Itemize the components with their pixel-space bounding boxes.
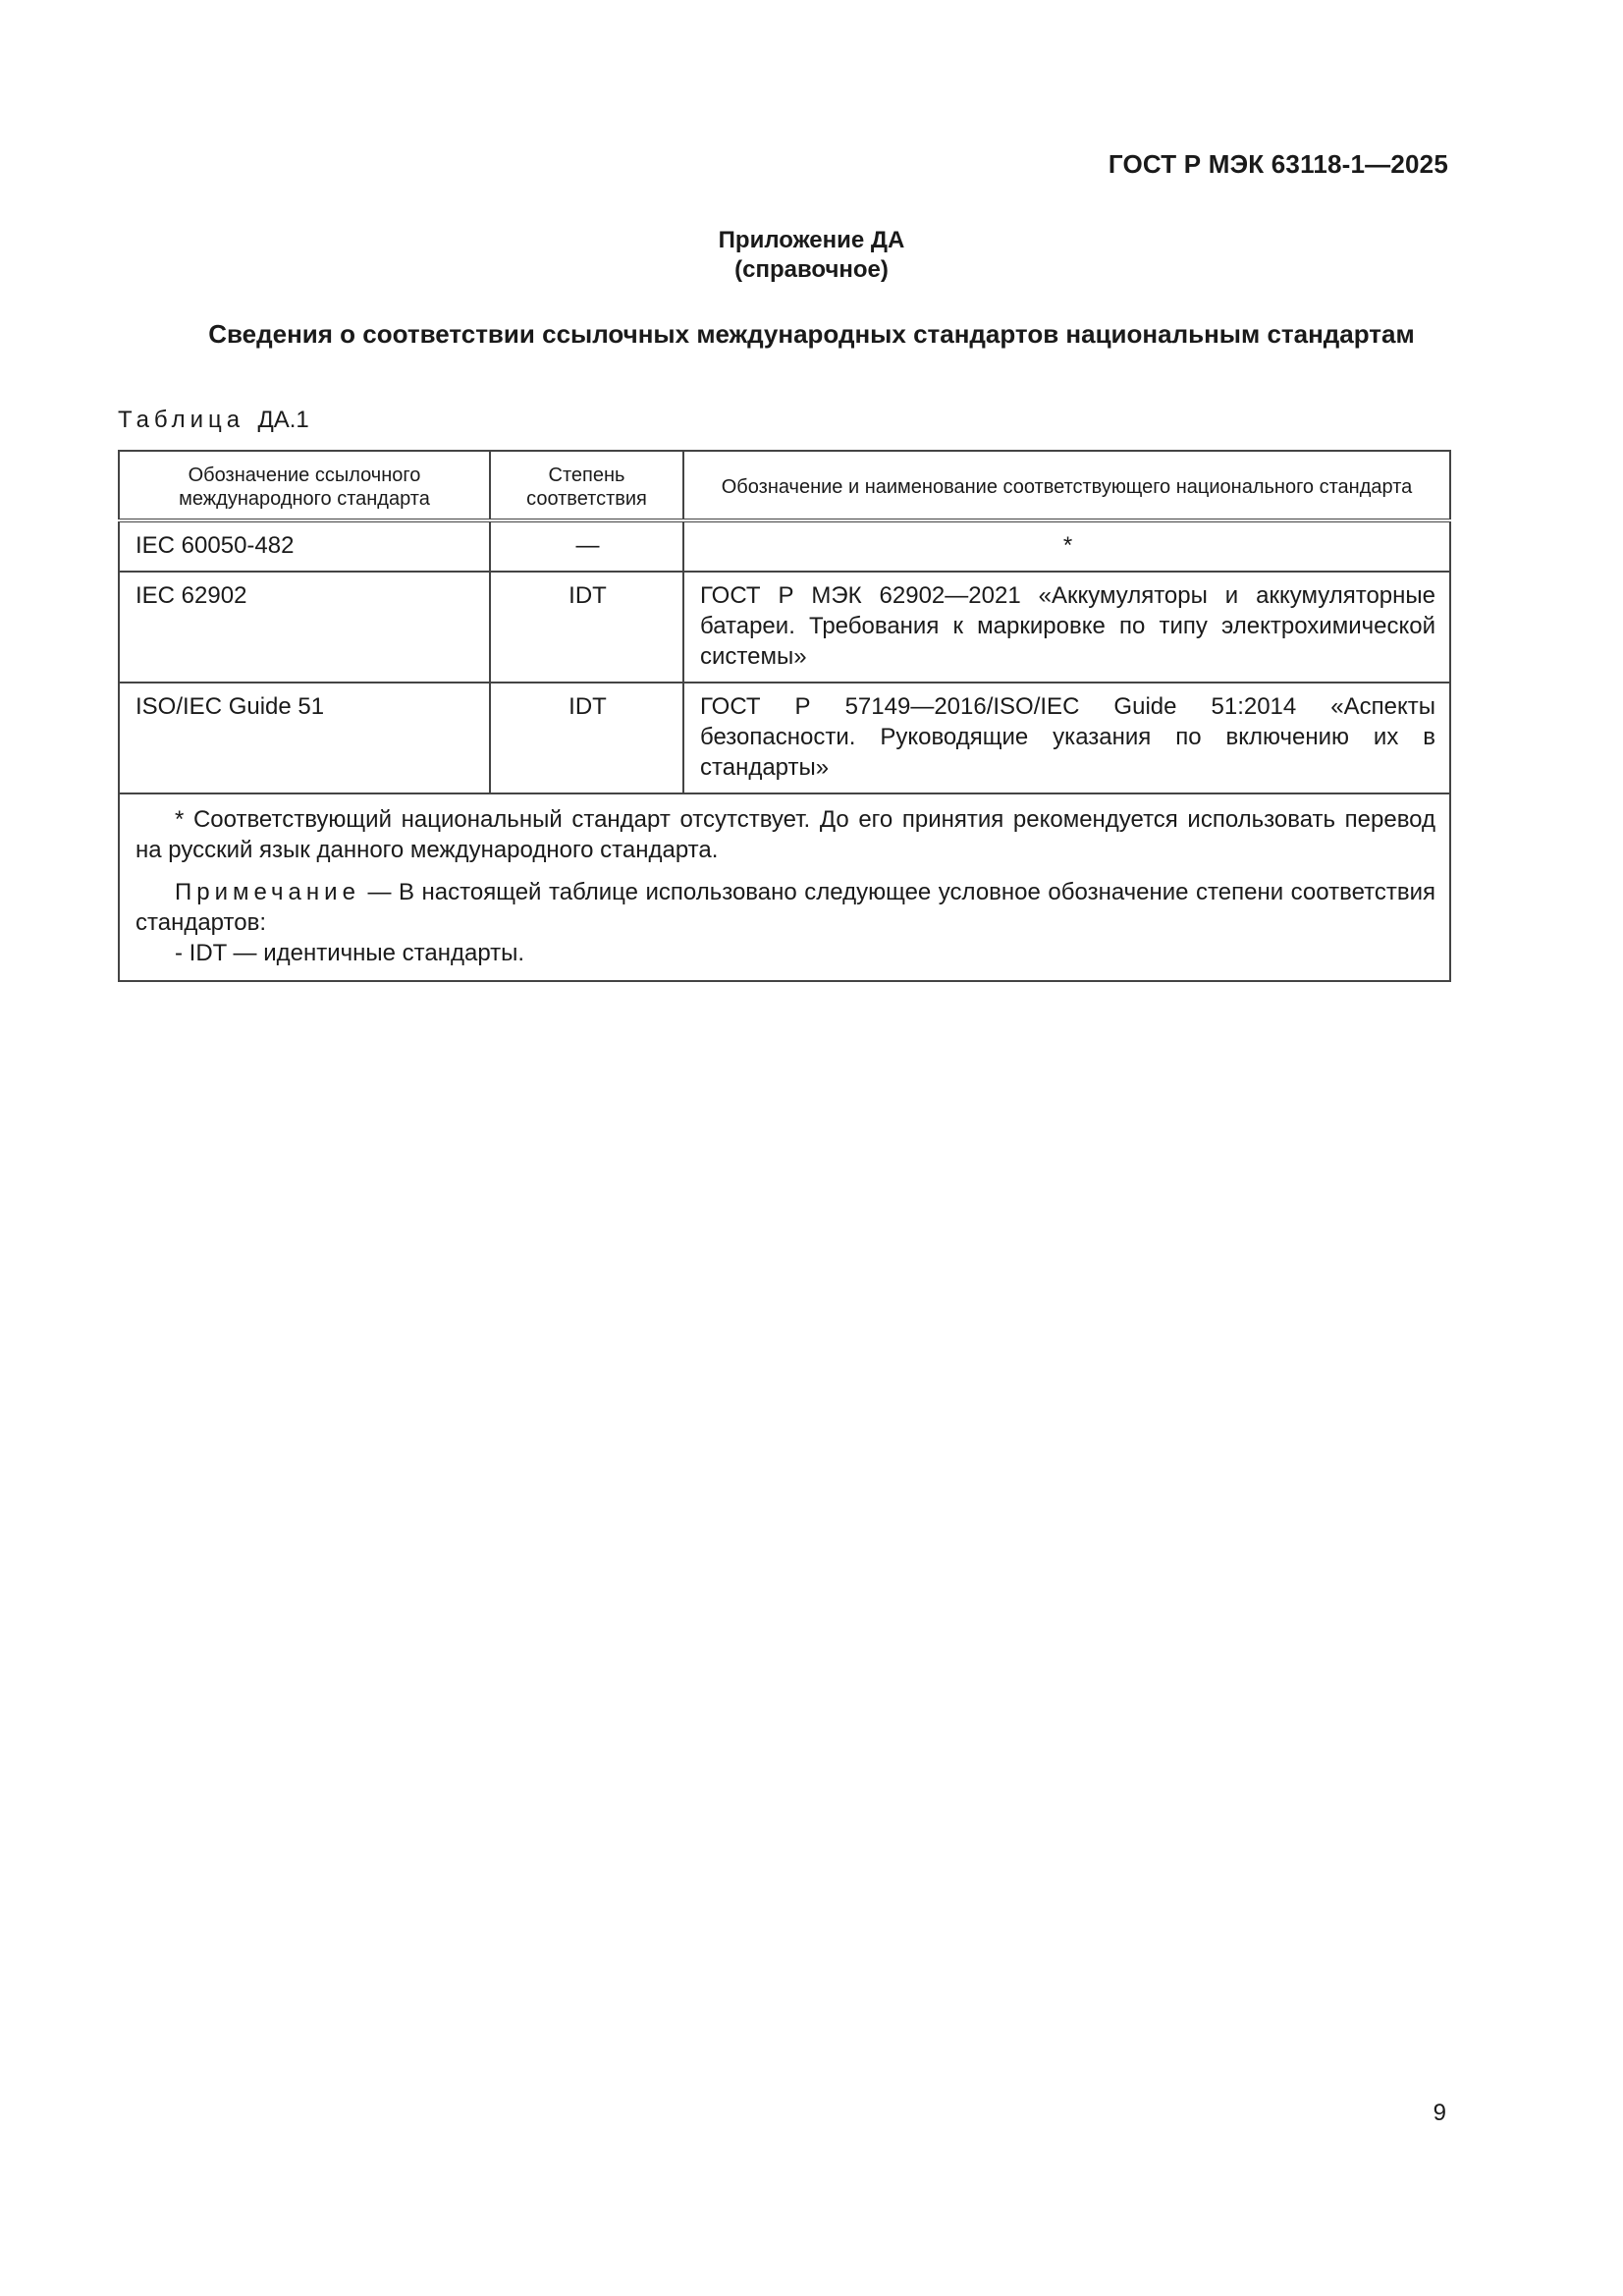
document-code: ГОСТ Р МЭК 63118-1—2025	[1108, 149, 1448, 179]
table-caption-prefix: Таблица	[118, 407, 245, 433]
table-footer	[119, 793, 1450, 981]
table-row	[119, 520, 1450, 572]
cell-degree: —	[490, 520, 683, 572]
note	[135, 877, 1435, 938]
appendix-subtitle: (справочное)	[734, 256, 889, 283]
appendix-title: Приложение ДА	[718, 227, 905, 253]
table-row	[119, 683, 1450, 793]
table-caption-id: ДА.1	[257, 407, 309, 433]
correspondence-table	[118, 450, 1451, 982]
cell-national: ГОСТ Р 57149—2016/ISO/IEC Guide 51:2014 «Аспекты безопасности. Руководящие указания по включению их в стандарты»	[683, 683, 1450, 793]
header-national-standard: Обозначение и наименование соответствующего национального стандарта	[683, 451, 1450, 520]
table-caption	[118, 407, 309, 434]
header-ref-standard: Обозначение ссылочного международного стандарта	[119, 451, 490, 520]
cell-national: *	[683, 520, 1450, 572]
appendix-heading	[0, 226, 1623, 285]
table-header-row	[119, 451, 1450, 520]
cell-ref: IEC 60050-482	[119, 520, 490, 572]
table-footer-row	[119, 793, 1450, 981]
section-title: Сведения о соответствии ссылочных международных стандартов национальным стандартам	[208, 319, 1415, 349]
header-degree: Степень соответствия	[490, 451, 683, 520]
cell-degree: IDT	[490, 572, 683, 683]
cell-ref: ISO/IEC Guide 51	[119, 683, 490, 793]
footnote: * Соответствующий национальный стандарт отсутствует. До его принятия рекомендуется использовать перевод на русский язык данного международного стандарта.	[135, 806, 1435, 863]
cell-ref: IEC 62902	[119, 572, 490, 683]
note-label: Примечание	[175, 879, 360, 905]
table-row	[119, 572, 1450, 683]
cell-national: ГОСТ Р МЭК 62902—2021 «Аккумуляторы и аккумуляторные батареи. Требования к маркировке по типу электрохимической системы»	[683, 572, 1450, 683]
note-text: — В настоящей таблице использовано следующее условное обозначение степени соответствия стандартов:	[135, 879, 1435, 936]
note-item: - IDT — идентичные стандарты.	[175, 940, 525, 966]
page-number: 9	[1433, 2100, 1446, 2126]
cell-degree: IDT	[490, 683, 683, 793]
